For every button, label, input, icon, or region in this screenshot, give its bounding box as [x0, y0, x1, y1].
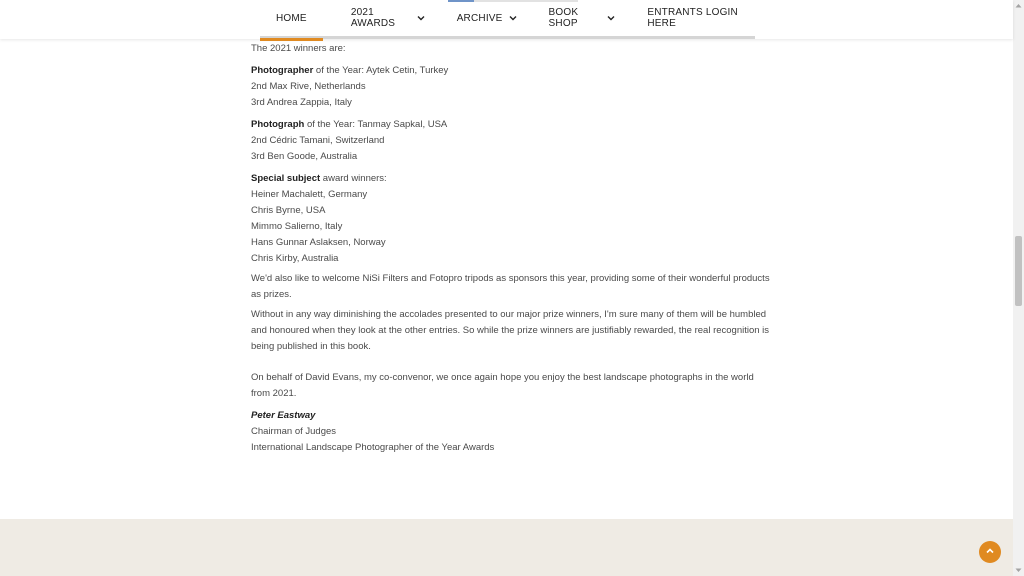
- chevron-up-icon: [985, 543, 995, 561]
- signature-title: Chairman of Judges: [251, 426, 337, 437]
- nav-2021-awards-label: 2021 AWARDS: [350, 7, 396, 29]
- photographer-third: 3rd Andrea Zappia, Italy: [251, 97, 352, 108]
- nav-home[interactable]: [260, 0, 323, 38]
- nav-2021-awards[interactable]: [335, 0, 441, 38]
- special-winner: Chris Byrne, USA: [251, 205, 326, 216]
- photograph-heading: Photograph: [251, 119, 305, 130]
- nav-archive-label: ARCHIVE: [456, 12, 503, 24]
- special-winner: Hans Gunnar Aslaksen, Norway: [251, 237, 386, 248]
- article-content: [251, 41, 771, 456]
- photograph-second: 2nd Cédric Tamani, Switzerland: [251, 135, 385, 146]
- sponsors-paragraph: We'd also like to welcome NiSi Filters and Fotopro tripods as sponsors this year, providing some of their wonderful products as prizes.: [251, 273, 770, 300]
- special-winner: Chris Kirby, Australia: [251, 253, 339, 264]
- nav-book-shop[interactable]: [533, 0, 632, 38]
- special-winner: Mimmo Salierno, Italy: [251, 221, 343, 232]
- photographer-second: 2nd Max Rive, Netherlands: [251, 81, 366, 92]
- signature-name: Peter Eastway: [251, 410, 316, 421]
- nav-entrants-login[interactable]: [631, 0, 755, 38]
- scroll-down-arrow-icon[interactable]: [1013, 565, 1024, 576]
- chevron-down-icon: [417, 14, 425, 22]
- main-nav: [260, 0, 755, 39]
- chevron-down-icon: [607, 14, 615, 22]
- behalf-paragraph: On behalf of David Evans, my co-convenor, we once again hope you enjoy the best landscape photographs in the world from 2021.: [251, 372, 754, 399]
- footer-band: [0, 519, 1013, 576]
- chevron-down-icon: [509, 14, 517, 22]
- photographer-of-year: [251, 63, 771, 79]
- photograph-of-year: [251, 117, 771, 133]
- photographer-heading: Photographer: [251, 65, 314, 76]
- nav-entrants-login-label: ENTRANTS LOGIN HERE: [647, 7, 738, 29]
- winners-intro: The 2021 winners are:: [251, 43, 346, 54]
- special-winner: Heiner Machalett, Germany: [251, 189, 368, 200]
- scroll-up-arrow-icon[interactable]: [1013, 0, 1024, 11]
- back-to-top-button[interactable]: [979, 541, 1001, 563]
- photographer-winner: of the Year: Aytek Cetin, Turkey: [313, 65, 449, 76]
- nav-archive[interactable]: [441, 0, 533, 38]
- photograph-third: 3rd Ben Goode, Australia: [251, 151, 358, 162]
- special-subject-heading: Special subject: [251, 173, 321, 184]
- recognition-paragraph: Without in any way diminishing the accolades presented to our major prize winners, I'm sure many of them will be humbled and honoured when they look at the other entries. So while the prize winners are justifiably rewarded, the real recognition is being published in this book.: [251, 309, 770, 352]
- nav-home-label: HOME: [276, 12, 307, 24]
- header-bar: [0, 0, 1013, 39]
- vertical-scrollbar[interactable]: [1013, 0, 1024, 576]
- special-subject-heading-line: [251, 171, 771, 187]
- nav-book-shop-label: BOOK SHOP: [548, 7, 579, 29]
- signature-org: International Landscape Photographer of the Year Awards: [251, 442, 495, 453]
- photograph-winner: of the Year: Tanmay Sapkal, USA: [304, 119, 448, 130]
- scrollbar-thumb[interactable]: [1015, 236, 1022, 306]
- special-subject-rest: award winners:: [320, 173, 387, 184]
